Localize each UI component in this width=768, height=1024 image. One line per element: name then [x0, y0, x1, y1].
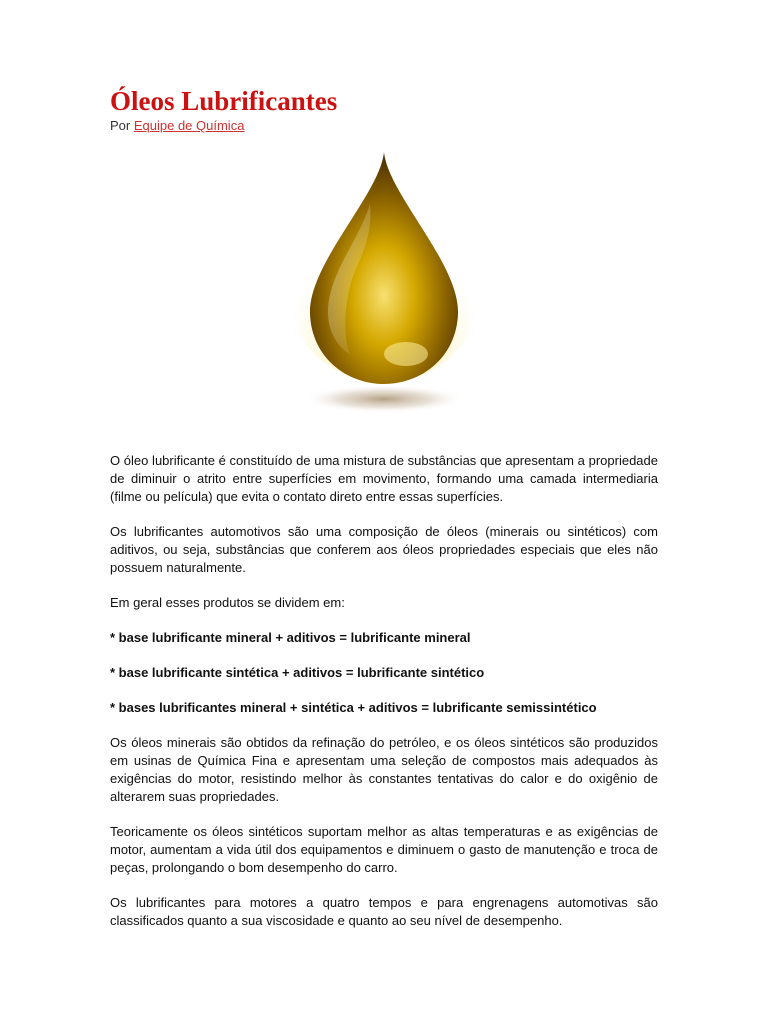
- article-title: Óleos Lubrificantes: [110, 86, 338, 116]
- article: [110, 84, 658, 947]
- paragraph: Teoricamente os óleos sintéticos suportam melhor as altas temperaturas e as exigências de motor, aumentam a vida útil dos equipamentos e diminuem o gasto de manutenção e troca de peças, prolongando o bom desempenho do carro.: [110, 824, 658, 875]
- paragraph: O óleo lubrificante é constituído de uma mistura de substâncias que apresentam a propriedade de diminuir o atrito entre superfícies em movimento, formando uma camada intermediaria (filme ou película) que evita o contato direto entre essas superfícies.: [110, 453, 658, 504]
- byline-prefix: Por: [110, 118, 131, 133]
- list-item: * bases lubrificantes mineral + sintética + aditivos = lubrificante semissintético: [110, 700, 597, 715]
- paragraph: Os lubrificantes automotivos são uma composição de óleos (minerais ou sintéticos) com aditivos, ou seja, substâncias que conferem aos óleos propriedades especiais que eles não possuem naturalmente.: [110, 524, 658, 575]
- paragraph: Os lubrificantes para motores a quatro tempos e para engrenagens automotivas são classificados quanto a sua viscosidade e quanto ao seu nível de desempenho.: [110, 895, 658, 928]
- author-link[interactable]: Equipe de Química: [133, 118, 245, 133]
- list-item: * base lubrificante mineral + aditivos = lubrificante mineral: [110, 630, 471, 645]
- paragraph: Em geral esses produtos se dividem em:: [110, 595, 345, 610]
- paragraph: Os óleos minerais são obtidos da refinação do petróleo, e os óleos sintéticos são produzidos em usinas de Química Fina e apresentam uma seleção de compostos mais adequados às exigências do motor, resistindo melhor às constantes tentativas do calor e do oxigênio de alterarem suas propriedades.: [110, 735, 658, 804]
- article-body: [110, 452, 658, 930]
- byline: [110, 118, 658, 134]
- list-item: * base lubrificante sintética + aditivos = lubrificante sintético: [110, 665, 485, 680]
- oil-drop-icon: [288, 144, 480, 419]
- oil-drop-figure: [110, 144, 658, 444]
